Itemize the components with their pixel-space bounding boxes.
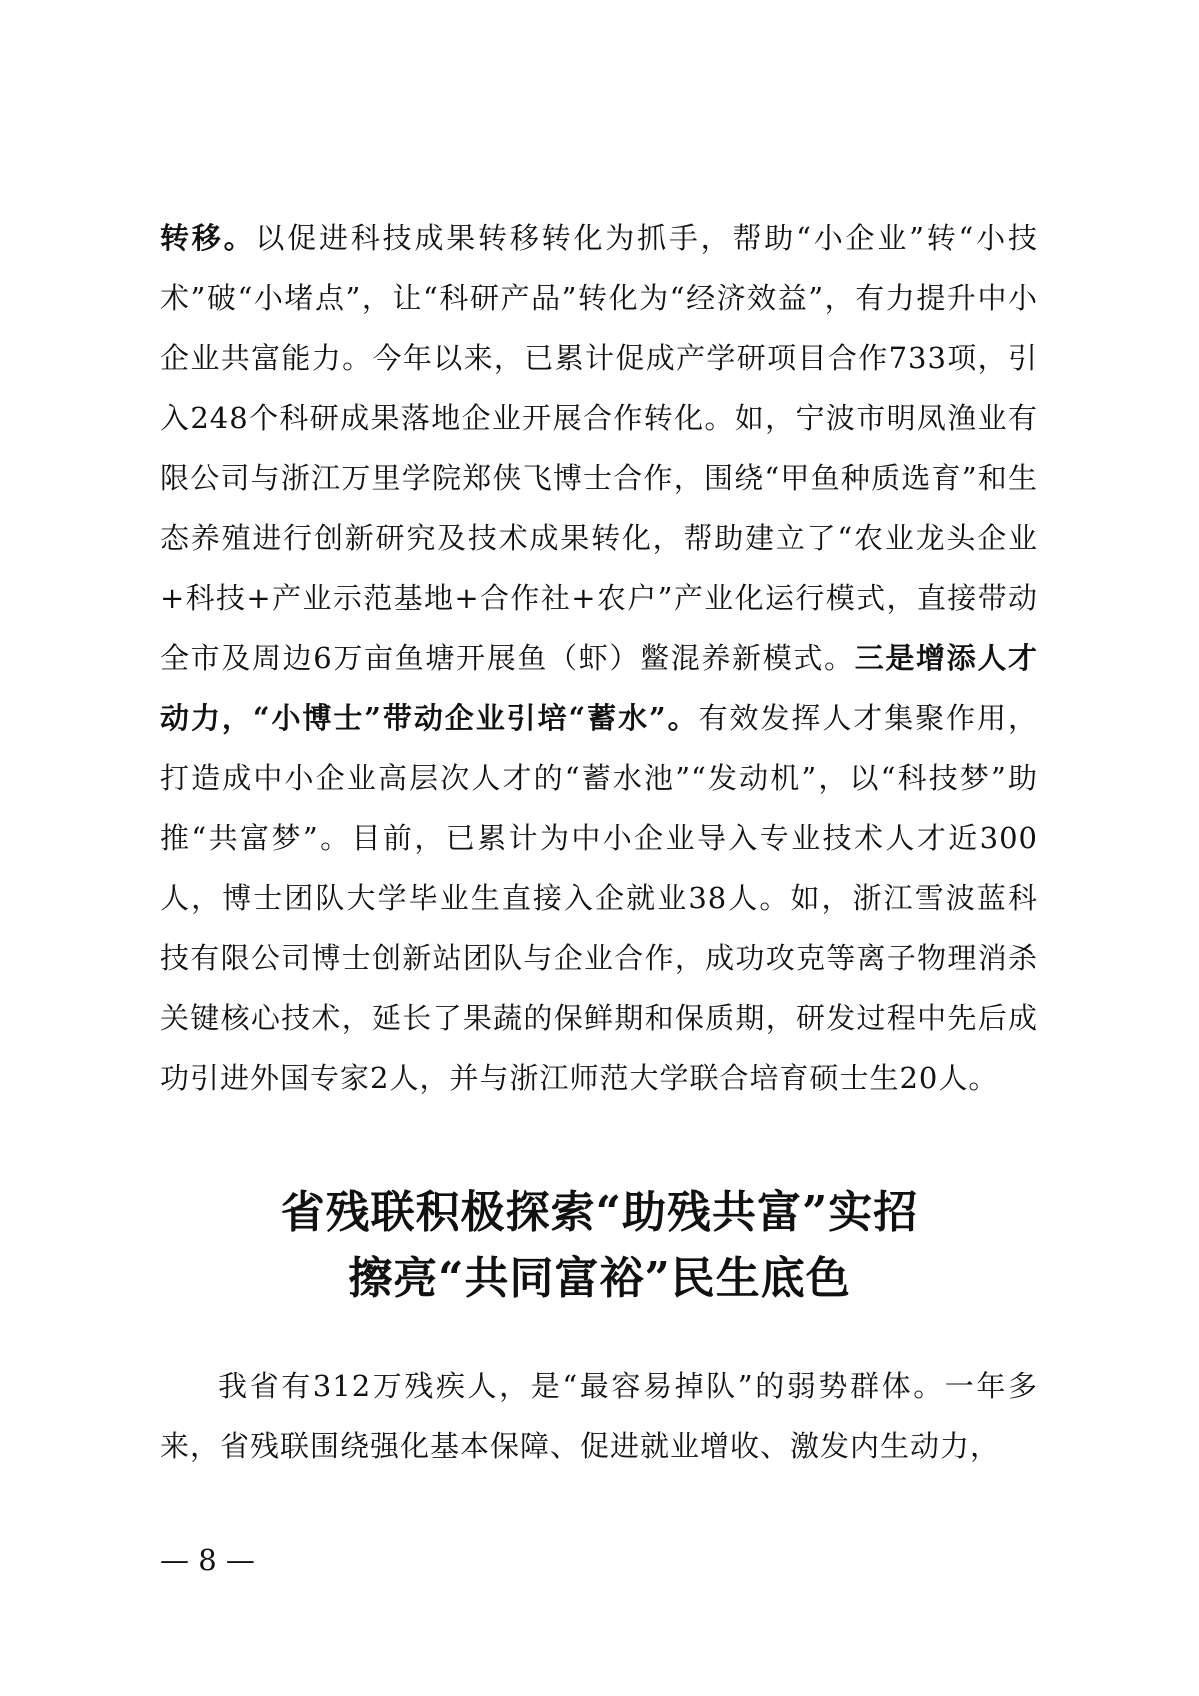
article-title-line-1: 省残联积极探索“助残共富”实招 bbox=[280, 1187, 919, 1238]
article-intro-paragraph: 我省有312万残疾人，是“最容易掉队”的弱势群体。一年多来，省残联围绕强化基本保障、促进就业增收、激发内生动力， bbox=[160, 1369, 1038, 1463]
paragraph-text-1: 以促进科技成果转移转化为抓手，帮助“小企业”转“小技术”破“小堵点”，让“科研产品”转化为“经济效益”，有力提升中小企业共富能力。今年以来，已累计促成产学研项目合作733项，引入248个科研成果落地企业开展合作转化。如，宁波市明凤渔业有限公司与浙江万里学院郑侠飞博士合作，围绕“甲鱼种质选育”和生态养殖进行创新研究及技术成果转化，帮助建立了“农业龙头企业+科技+产业示范基地+合作社+农户”产业化运行模式，直接带动全市及周边6万亩鱼塘开展鱼（虾）鳖混养新模式。 bbox=[160, 221, 1038, 675]
page-number: — 8 — bbox=[160, 1543, 255, 1577]
article-title-line-2: 擦亮“共同富裕”民生底色 bbox=[348, 1253, 851, 1304]
subheading-three-bold: 三是增添人才动力，“小博士”带动企业引培“蓄水”。 bbox=[160, 641, 1038, 735]
continued-paragraph bbox=[160, 208, 1038, 1108]
section-lead-bold: 转移。 bbox=[160, 221, 256, 255]
paragraph-text-2: 有效发挥人才集聚作用，打造成中小企业高层次人才的“蓄水池”“发动机”，以“科技梦”助推“共富梦”。目前，已累计为中小企业导入专业技术人才近300人，博士团队大学毕业生直接入企就业38人。如，浙江雪波蓝科技有限公司博士创新站团队与企业合作，成功攻克等离子物理消杀关键核心技术，延长了果蔬的保鲜期和保质期，研发过程中先后成功引进外国专家2人，并与浙江师范大学联合培育硕士生20人。 bbox=[160, 701, 1038, 1095]
